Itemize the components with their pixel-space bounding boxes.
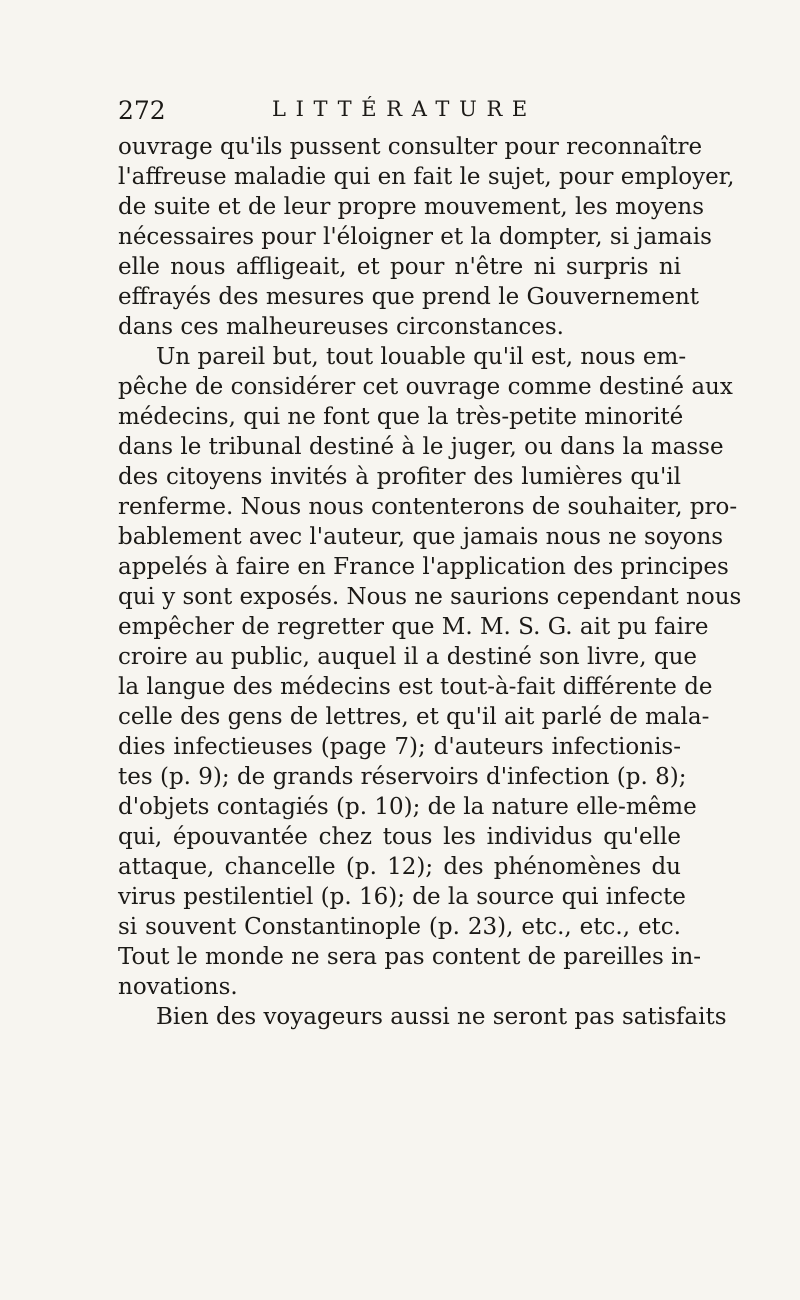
text-line: qui, épouvantée chez tous les individus qu'elle	[118, 824, 681, 850]
text-line: si souvent Constantinople (p. 23), etc., etc., etc.	[118, 914, 681, 940]
text-line: l'affreuse maladie qui en fait le sujet, pour employer,	[118, 164, 735, 190]
text-line: qui y sont exposés. Nous ne saurions cependant nous	[118, 584, 742, 610]
running-head	[118, 92, 681, 132]
document-page	[118, 92, 742, 1032]
text-line: ouvrage qu'ils pussent consulter pour reconnaître	[118, 134, 703, 160]
text-line: des citoyens invités à profiter des lumières qu'il	[118, 464, 681, 490]
text-line: appelés à faire en France l'application des principes	[118, 554, 729, 580]
text-line: Un pareil but, tout louable qu'il est, nous em-	[156, 344, 687, 370]
text-line: nécessaires pour l'éloigner et la dompter, si jamais	[118, 224, 712, 250]
text-line: celle des gens de lettres, et qu'il ait parlé de mala-	[118, 704, 710, 730]
text-line: la langue des médecins est tout-à-fait différente de	[118, 674, 713, 700]
text-line: bablement avec l'auteur, que jamais nous ne soyons	[118, 524, 724, 550]
text-line: renferme. Nous nous contenterons de souhaiter, pro-	[118, 494, 738, 520]
text-line: virus pestilentiel (p. 16); de la source qui infecte	[118, 884, 686, 910]
body-text	[118, 132, 742, 1032]
text-line: dans le tribunal destiné à le juger, ou dans la masse	[118, 434, 724, 460]
text-line: Tout le monde ne sera pas content de pareilles in-	[118, 944, 702, 970]
text-line: elle nous affligeait, et pour n'être ni surpris ni	[118, 254, 681, 280]
page-number: 272	[118, 96, 166, 125]
text-line: effrayés des mesures que prend le Gouvernement	[118, 284, 700, 310]
text-line: tes (p. 9); de grands réservoirs d'infection (p. 8);	[118, 764, 687, 790]
text-line: de suite et de leur propre mouvement, les moyens	[118, 194, 705, 220]
text-line: croire au public, auquel il a destiné son livre, que	[118, 644, 698, 670]
text-line: empêcher de regretter que M. M. S. G. ait pu faire	[118, 614, 709, 640]
text-line: attaque, chancelle (p. 12); des phénomènes du	[118, 854, 681, 880]
text-line: dans ces malheureuses circonstances.	[118, 314, 564, 340]
text-line: Bien des voyageurs aussi ne seront pas satisfaits	[156, 1004, 727, 1030]
text-line: dies infectieuses (page 7); d'auteurs infectionis-	[118, 734, 681, 760]
text-line: novations.	[118, 974, 238, 1000]
text-line: médecins, qui ne font que la très-petite minorité	[118, 404, 684, 430]
text-line: pêche de considérer cet ouvrage comme destiné aux	[118, 374, 733, 400]
section-title: LITTÉRATURE	[272, 97, 537, 121]
text-line: d'objets contagiés (p. 10); de la nature elle-même	[118, 794, 697, 820]
